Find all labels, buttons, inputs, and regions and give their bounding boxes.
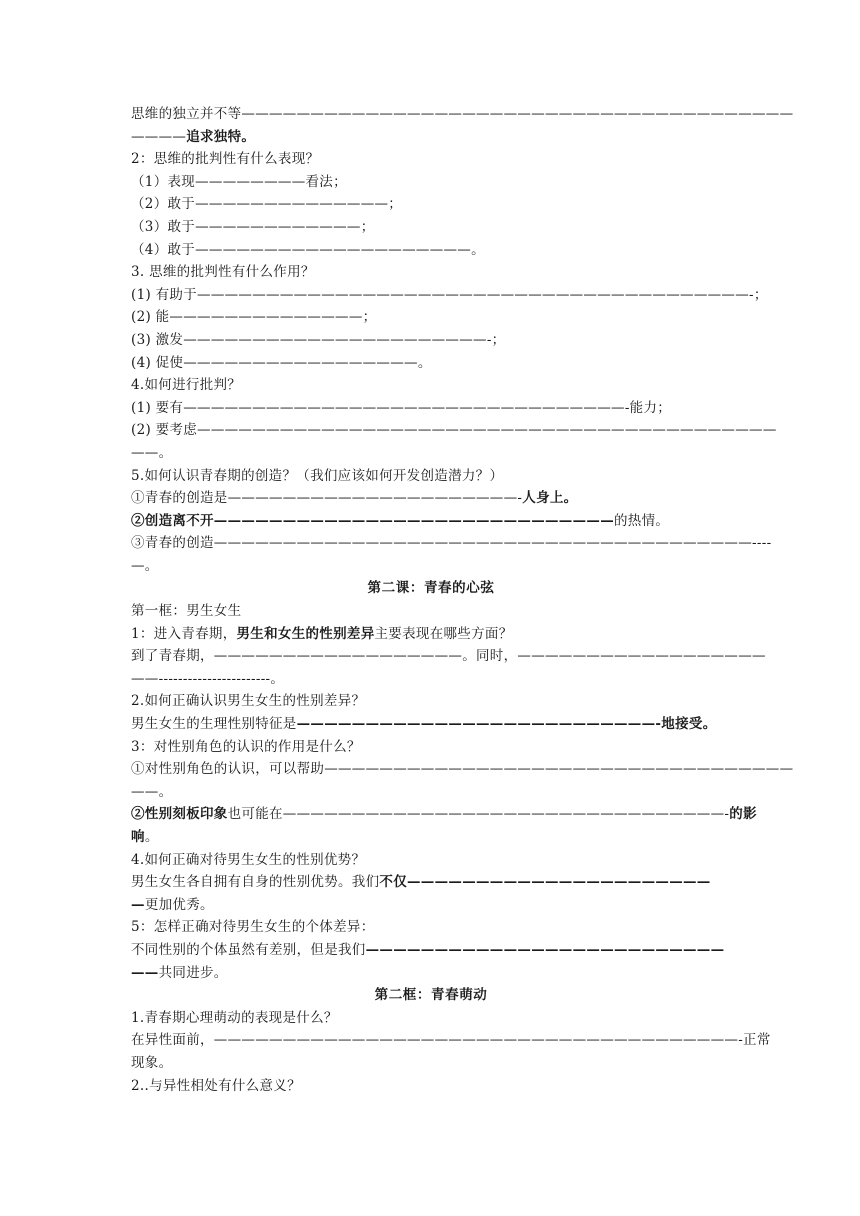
text-line xyxy=(131,442,731,465)
text-line xyxy=(131,600,731,623)
text-line xyxy=(131,261,731,284)
text-segment: 也可能在————————————————————————————————- xyxy=(227,806,730,823)
text-segment: ——。 xyxy=(131,444,173,461)
bold-text-segment: 人身上。 xyxy=(522,490,578,507)
text-segment: 主要表现在哪些方面？ xyxy=(374,625,513,642)
text-line xyxy=(131,871,731,894)
text-segment: 第二框：青春萌动 xyxy=(374,987,488,1004)
text-line xyxy=(131,374,731,397)
text-segment: ———— xyxy=(131,128,187,145)
text-segment: （4）敢于————————————————————。 xyxy=(131,241,485,258)
document-body xyxy=(131,103,794,1097)
text-line xyxy=(131,171,731,194)
bold-text-segment: ——————————————————————————-地接受。 xyxy=(296,716,717,733)
text-segment: 1：进入青春期， xyxy=(131,625,237,642)
text-segment: （1）表现————————看法； xyxy=(131,173,347,190)
text-line xyxy=(131,126,731,149)
bold-text-segment: ②性别刻板印象 xyxy=(131,806,228,823)
text-segment: 。 xyxy=(144,829,159,845)
text-line xyxy=(131,487,731,510)
text-line xyxy=(131,216,731,239)
text-segment: (1) 要有————————————————————————————————-能力； xyxy=(131,399,672,416)
text-segment: 5：怎样正确对待男生女生的个体差异： xyxy=(131,919,375,936)
text-line xyxy=(131,1052,731,1075)
text-segment: —。 xyxy=(131,557,159,574)
text-segment: 思维的独立并不等———————————————————————————————————————— xyxy=(131,106,794,122)
text-segment: 第二课：青春的心弦 xyxy=(367,580,495,597)
bold-text-segment: 追求独特。 xyxy=(186,128,256,145)
bold-text-segment: —— xyxy=(131,964,159,981)
text-line xyxy=(131,465,731,488)
text-line xyxy=(131,148,731,171)
text-segment: (3) 激发——————————————————————-； xyxy=(131,331,506,348)
text-segment: (2) 能——————————————； xyxy=(131,309,377,326)
text-segment: 3：对性别角色的认识的作用是什么？ xyxy=(131,738,361,755)
text-segment: 的热情。 xyxy=(614,512,670,529)
text-segment: 到了青春期，——————————————————。同时，—————————————————— xyxy=(131,648,766,665)
text-segment: 4.如何进行批判？ xyxy=(131,377,242,394)
text-line xyxy=(131,306,731,329)
text-line xyxy=(131,939,731,962)
text-segment: 1.青春期心理萌动的表现是什么？ xyxy=(131,1009,338,1026)
text-line xyxy=(131,419,777,442)
text-segment: 3. 思维的批判性有什么作用？ xyxy=(131,264,315,281)
bold-text-segment: — xyxy=(131,896,145,913)
text-segment: 2：思维的批判性有什么表现？ xyxy=(131,151,320,168)
text-line xyxy=(131,713,731,736)
text-segment: （2）敢于——————————————； xyxy=(131,196,403,213)
text-segment: （3）敢于————————————； xyxy=(131,218,375,235)
text-line xyxy=(131,690,731,713)
text-line xyxy=(131,1075,731,1098)
bold-text-segment: 男生和女生的性别差异 xyxy=(236,625,375,642)
text-line xyxy=(131,668,731,691)
text-line xyxy=(131,329,731,352)
text-line xyxy=(131,555,731,578)
text-line xyxy=(131,1007,731,1030)
text-segment: 在异性面前，——————————————————————————————————————-正常 xyxy=(131,1032,771,1049)
text-segment: 男生女生的生理性别特征是 xyxy=(131,716,297,733)
text-line xyxy=(131,193,731,216)
text-segment: 第一框：男生女生 xyxy=(131,603,242,620)
text-line xyxy=(131,781,731,804)
text-line xyxy=(131,894,731,917)
bold-text-segment: 响 xyxy=(131,829,145,845)
bold-text-segment: 不仅—————————————————————— xyxy=(379,874,711,891)
text-line xyxy=(131,803,757,826)
bold-text-segment: ②创造离不开————————————————————————————— xyxy=(131,512,614,529)
bold-text-segment: —————————————————————————— xyxy=(365,941,725,958)
text-line xyxy=(131,103,794,126)
text-line xyxy=(131,510,731,533)
text-segment: (1) 有助于————————————————————————————————————————-； xyxy=(131,286,768,303)
text-line xyxy=(131,645,766,668)
text-segment: (2) 要考虑—————————————————————————————————————————— xyxy=(131,422,777,439)
text-line xyxy=(131,352,731,375)
text-line xyxy=(131,849,731,872)
text-segment: 现象。 xyxy=(131,1054,173,1071)
text-segment: 男生女生各自拥有自身的性别优势。我们 xyxy=(131,874,380,891)
text-line xyxy=(131,397,731,420)
text-line xyxy=(131,623,731,646)
text-segment: 不同性别的个体虽然有差别，但是我们 xyxy=(131,941,366,958)
section-heading xyxy=(131,577,731,600)
text-line xyxy=(131,1029,771,1052)
text-segment: ——-----------------------。 xyxy=(131,670,285,687)
text-segment: ①对性别角色的认识，可以帮助—————————————————————————————————— xyxy=(131,761,794,778)
text-line xyxy=(131,736,731,759)
text-segment: ①青春的创造是—————————————————————- xyxy=(131,490,523,507)
text-segment: 2..与异性相处有什么意义？ xyxy=(131,1077,301,1094)
text-segment: (4) 促使—————————————————。 xyxy=(131,354,432,371)
text-line xyxy=(131,284,768,307)
text-line xyxy=(131,758,794,781)
text-segment: 5.如何认识青春期的创造？（我们应该如何开发创造潜力？） xyxy=(131,467,504,484)
text-line xyxy=(131,532,772,555)
text-segment: 2.如何正确认识男生女生的性别差异？ xyxy=(131,693,366,710)
text-line xyxy=(131,239,731,262)
text-segment: 共同进步。 xyxy=(158,964,228,981)
text-line xyxy=(131,826,731,849)
bold-text-segment: 的影 xyxy=(729,806,757,823)
text-segment: 更加优秀。 xyxy=(144,896,214,913)
text-segment: ③青春的创造———————————————————————————————————————---- xyxy=(131,535,772,552)
text-line xyxy=(131,962,731,985)
text-line xyxy=(131,916,731,939)
text-segment: 4.如何正确对待男生女生的性别优势？ xyxy=(131,851,366,868)
text-segment: ——。 xyxy=(131,783,173,800)
section-heading xyxy=(131,984,731,1007)
